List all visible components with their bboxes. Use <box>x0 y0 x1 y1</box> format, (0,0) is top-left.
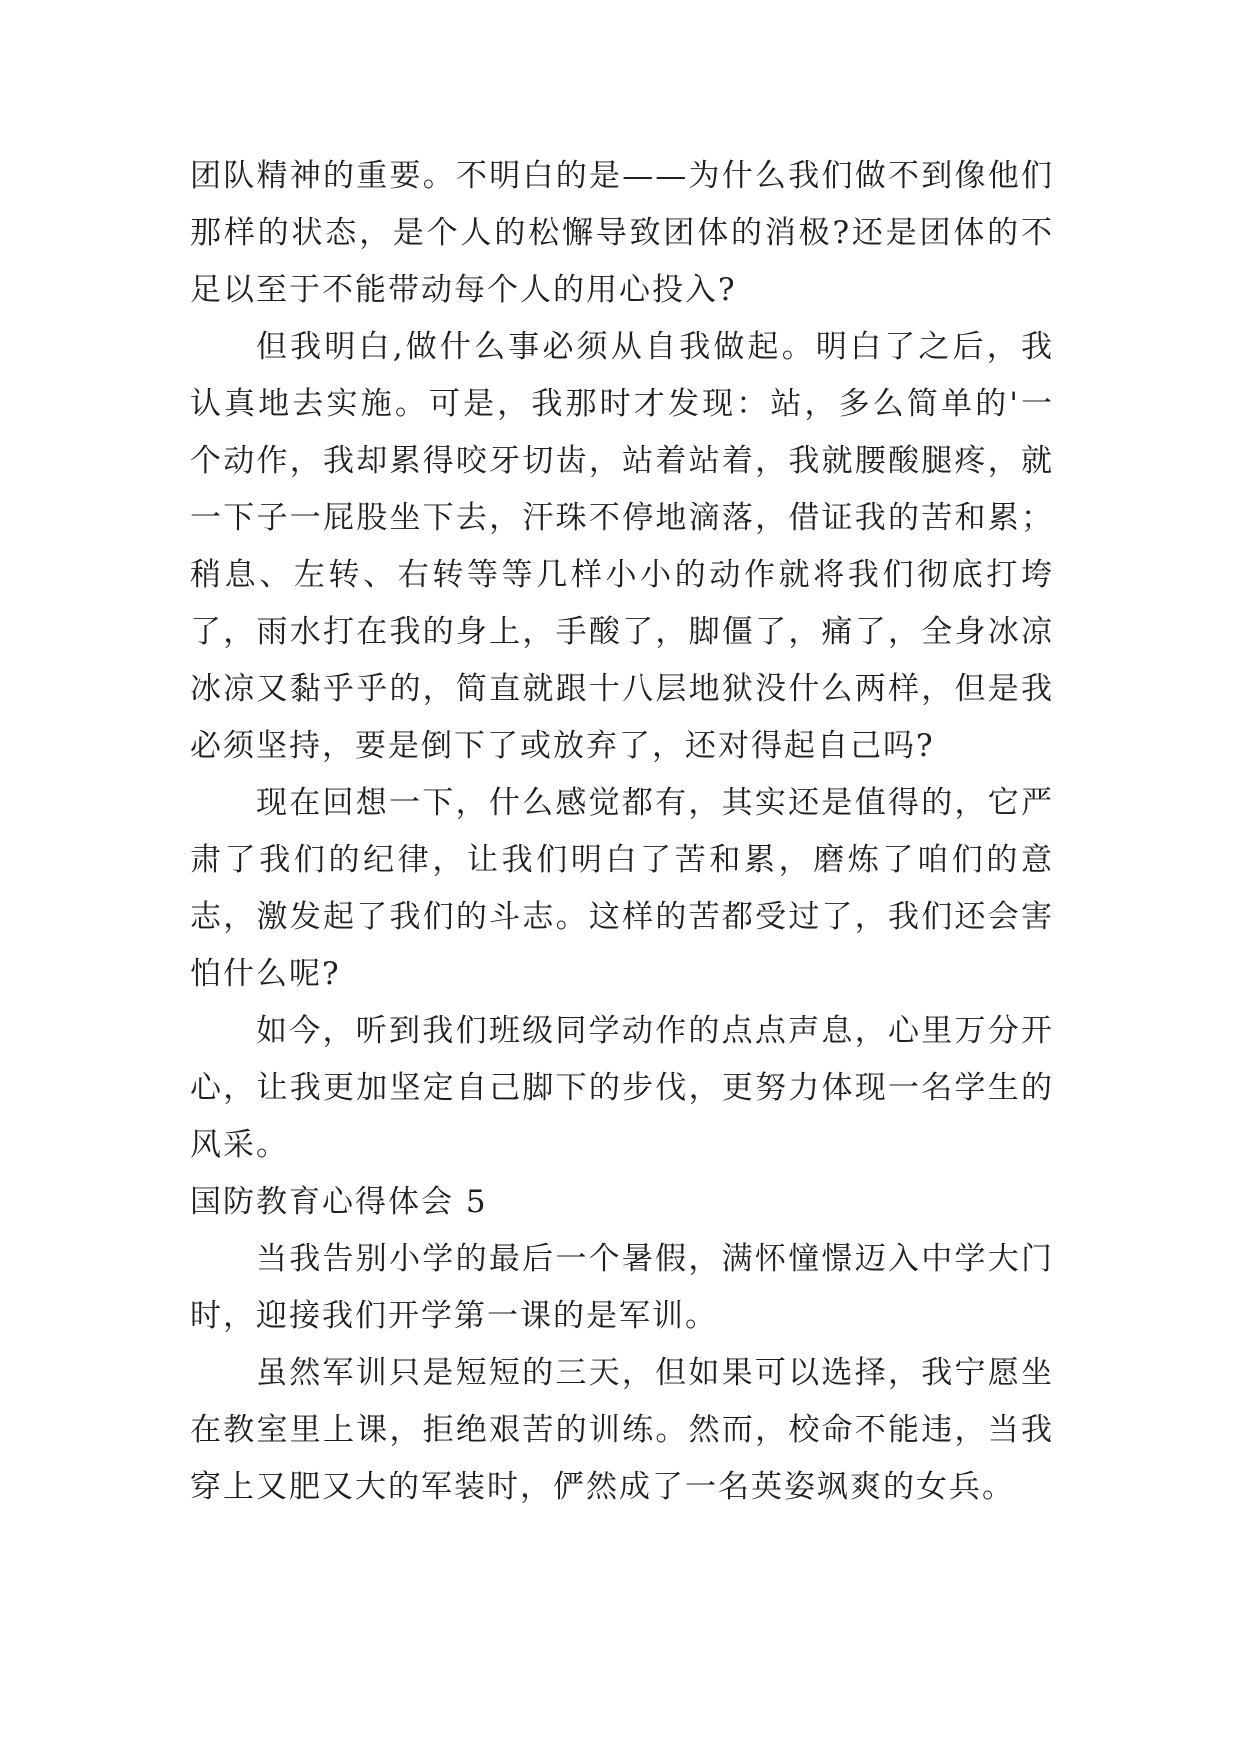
paragraph-4: 如今，听到我们班级同学动作的点点声息，心里万分开心，让我更加坚定自己脚下的步伐，更努力体现一名学生的风采。 <box>190 1013 1054 1163</box>
section-title: 国防教育心得体会 5 <box>190 1184 488 1220</box>
paragraph-6: 虽然军训只是短短的三天，但如果可以选择，我宁愿坐在教室里上课，拒绝艰苦的训练。然而，校命不能违，当我穿上又肥又大的军装时，俨然成了一名英姿飒爽的女兵。 <box>190 1355 1054 1505</box>
paragraph-3: 现在回想一下，什么感觉都有，其实还是值得的，它严肃了我们的纪律，让我们明白了苦和累，磨炼了咱们的意志，激发起了我们的斗志。这样的苦都受过了，我们还会害怕什么呢? <box>190 785 1054 992</box>
document-body <box>190 148 1054 1516</box>
paragraph-5: 当我告别小学的最后一个暑假，满怀憧憬迈入中学大门时，迎接我们开学第一课的是军训。 <box>190 1241 1054 1334</box>
paragraph-1: 团队精神的重要。不明白的是——为什么我们做不到像他们那样的状态，是个人的松懈导致团体的消极?还是团体的不足以至于不能带动每个人的用心投入? <box>190 158 1054 308</box>
paragraph-2: 但我明白,做什么事必须从自我做起。明白了之后，我认真地去实施。可是，我那时才发现：站，多么简单的'一个动作，我却累得咬牙切齿，站着站着，我就腰酸腿疼，就一下子一屁股坐下去，汗珠不停地滴落，借证我的苦和累；稍息、左转、右转等等几样小小的动作就将我们彻底打垮了，雨水打在我的身上，手酸了，脚僵了，痛了，全身冰凉冰凉又黏乎乎的，简直就跟十八层地狱没什么两样，但是我必须坚持，要是倒下了或放弃了，还对得起自己吗? <box>190 329 1054 764</box>
